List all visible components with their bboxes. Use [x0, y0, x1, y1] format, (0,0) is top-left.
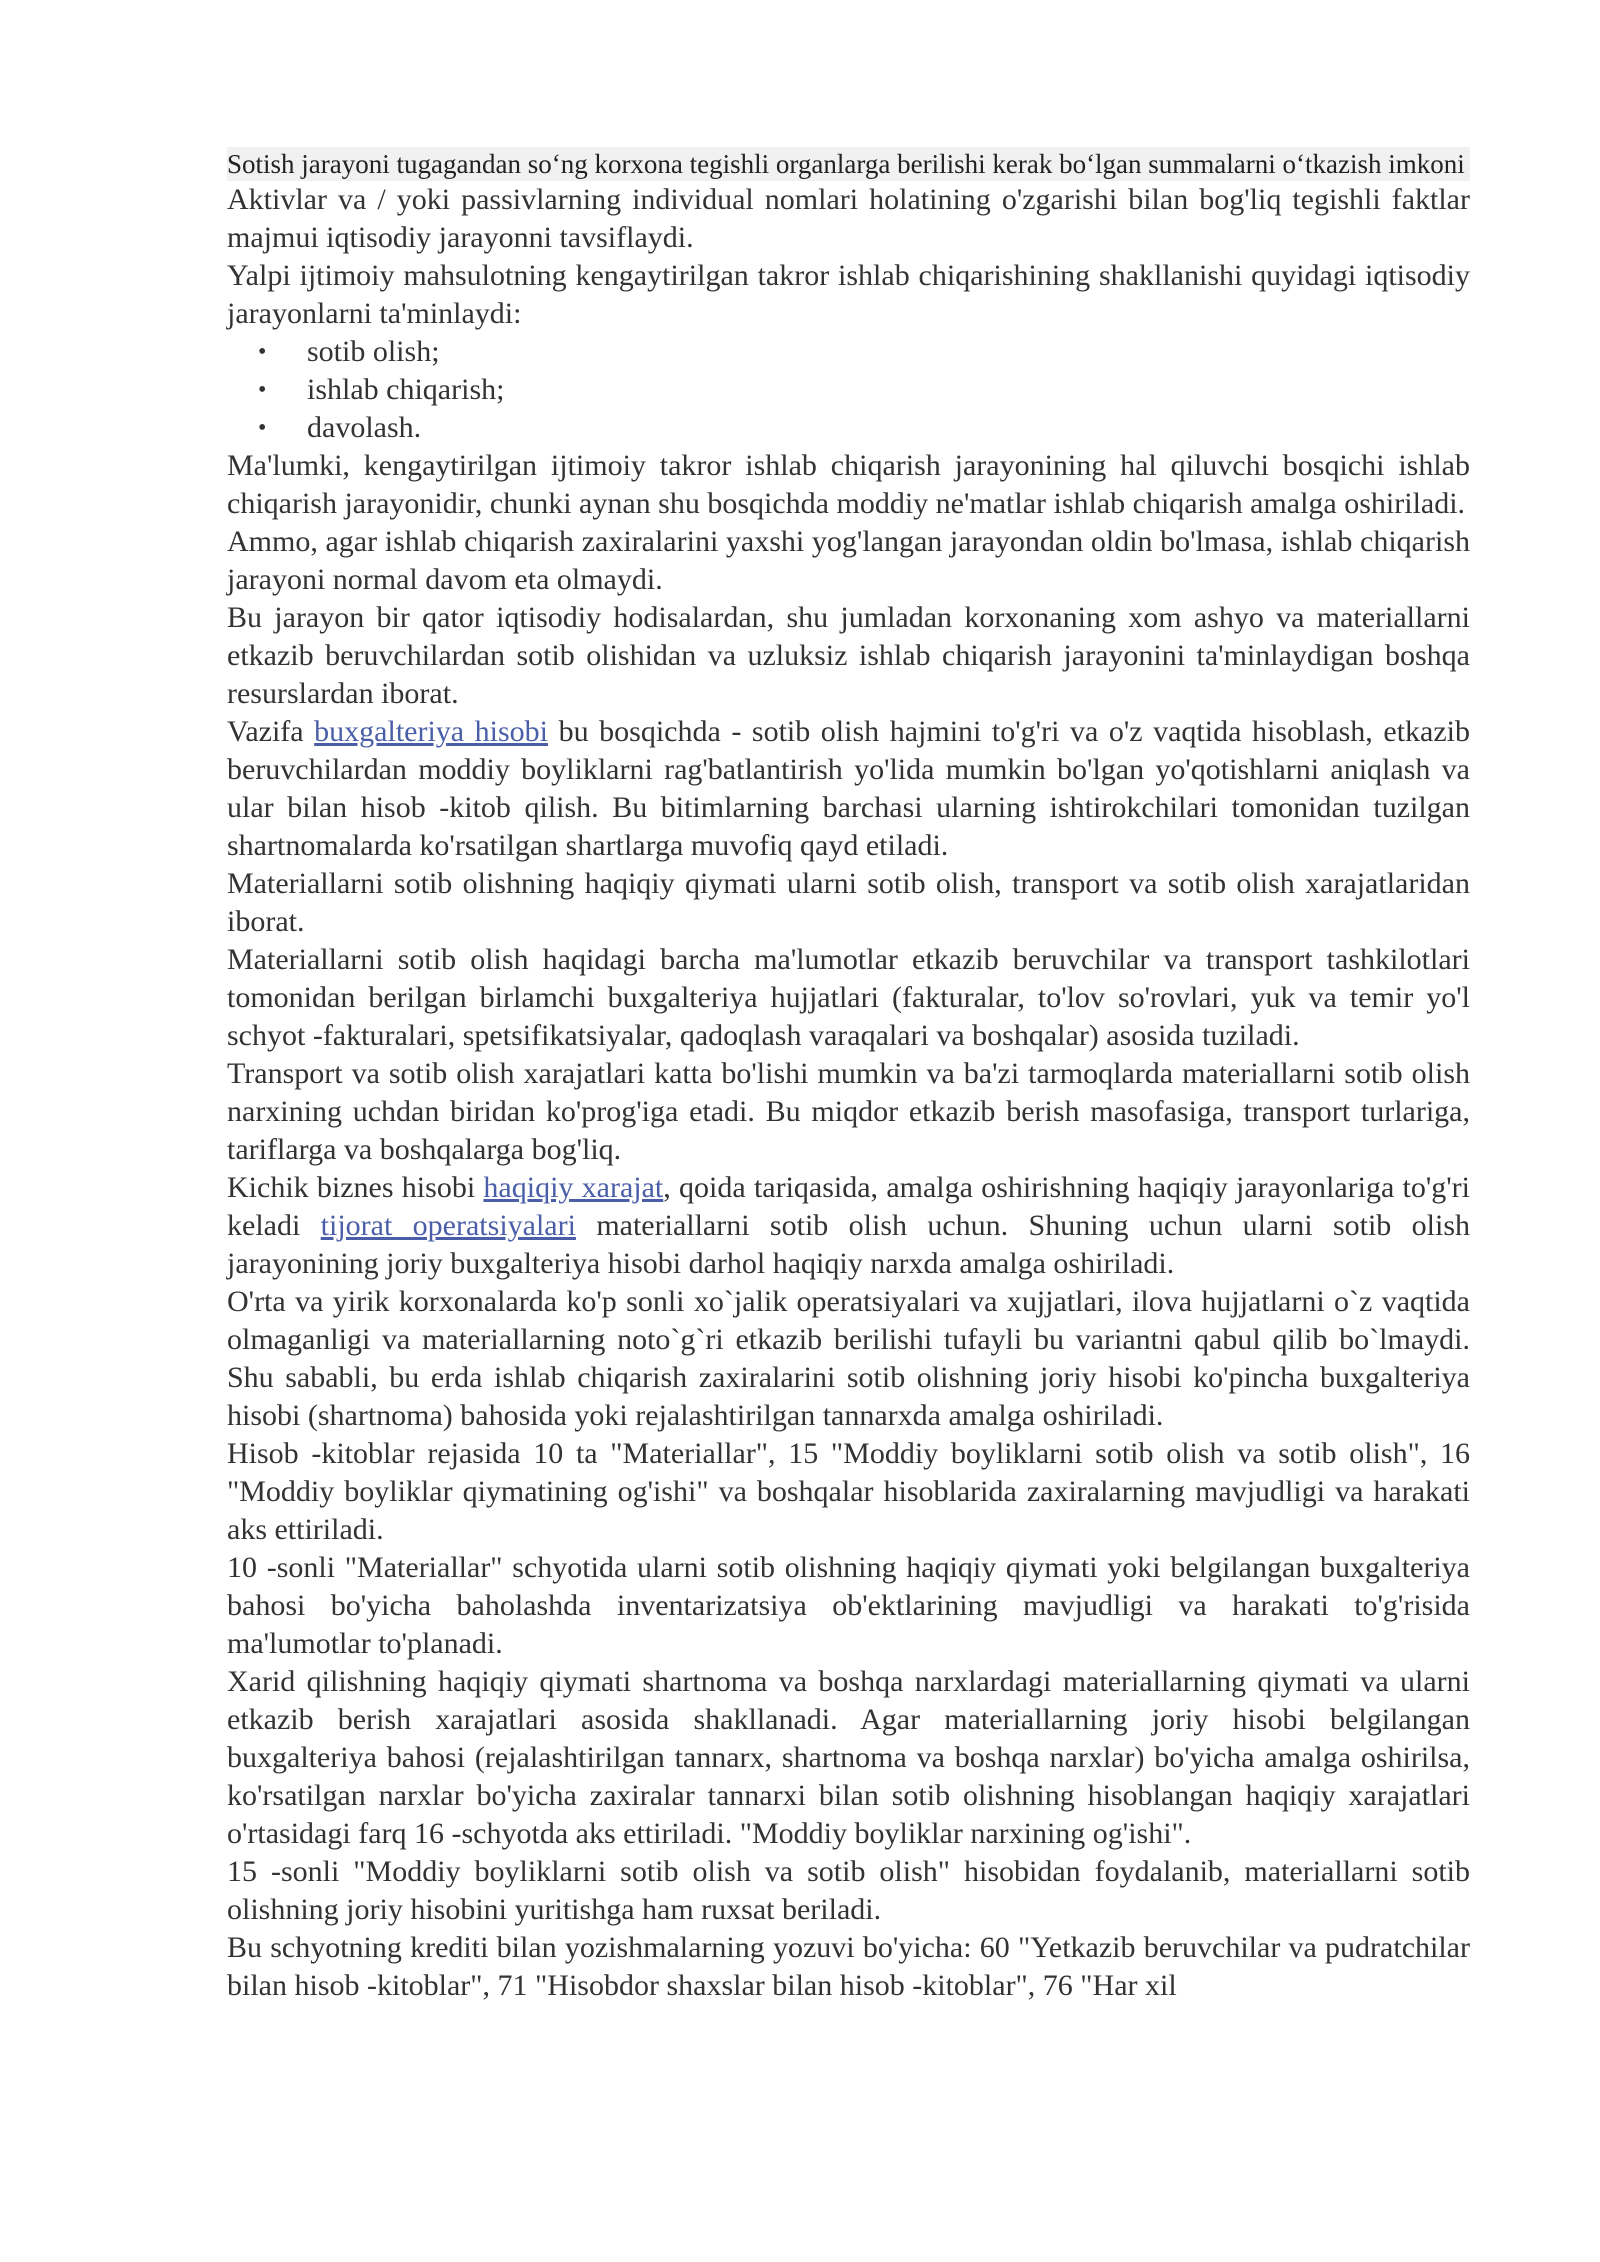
- link-haqiqiy-xarajat[interactable]: haqiqiy xarajat: [483, 1171, 664, 1204]
- paragraph-10: [227, 1169, 1470, 1283]
- paragraph-7: Materiallarni sotib olishning haqiqiy qiymati ularni sotib olish, transport va sotib olish xarajatlaridan iborat.: [227, 867, 1470, 938]
- bullet-item: [227, 371, 1470, 409]
- paragraph-6-end: bu bosqichda - sotib olish hajmini to'g'ri va o'z vaqtida hisoblash, etkazib beruvchilardan moddiy boyliklarni rag'batlantirish yo'lida mumkin bo'lgan yo'qotishlarni aniqlash va ular bilan hisob -kitob qilish. Bu bitimlarning barchasi ularning ishtirokchilari tomonidan tuzilgan shartnomalarda ko'rsatilgan shartlarga muvofiq qayd etiladi.: [227, 715, 1470, 862]
- paragraph-6: [227, 713, 1470, 865]
- paragraph-16: Bu schyotning krediti bilan yozishmalarning yozuvi bo'yicha: 60 "Yetkazib beruvchilar va pudratchilar bilan hisob -kitoblar", 71 "Hisobdor shaxslar bilan hisob -kitoblar", 76 "Har xil: [227, 1931, 1470, 2002]
- paragraph-1: Aktivlar va / yoki passivlarning individual nomlari holatining o'zgarishi bilan bog'liq tegishli faktlar majmui iqtisodiy jarayonni tavsiflaydi.: [227, 183, 1470, 254]
- document-page: [227, 147, 1470, 2005]
- bullet-icon: •: [258, 339, 267, 365]
- paragraph-12: Hisob -kitoblar rejasida 10 ta "Materiallar", 15 "Moddiy boyliklarni sotib olish va sotib olish", 16 "Moddiy boyliklar qiymatining og'ishi" va boshqalar hisoblarida zaxiralarning mavjudligi va harakati aks ettiriladi.: [227, 1437, 1470, 1546]
- bullet-list: [227, 333, 1470, 447]
- paragraph-6-start: Vazifa: [227, 715, 315, 748]
- paragraph-4: Ammo, agar ishlab chiqarish zaxiralarini yaxshi yog'langan jarayondan oldin bo'lmasa, ishlab chiqarish jarayoni normal davom eta olmaydi.: [227, 525, 1470, 596]
- paragraph-10-middle: , qoida tariqasida, amalga oshirishning haqiqiy jarayonlariga to'g'ri keladi: [227, 1171, 1471, 1242]
- paragraph-10-end: materiallarni sotib olish uchun. Shuning uchun ularni sotib olish jarayonining joriy buxgalteriya hisobi darhol haqiqiy narxda amalga oshiriladi.: [227, 1209, 1470, 1280]
- link-tijorat-operatsiyalari[interactable]: tijorat operatsiyalari: [320, 1209, 576, 1242]
- paragraph-2: Yalpi ijtimoiy mahsulotning kengaytirilgan takror ishlab chiqarishining shakllanishi quyidagi iqtisodiy jarayonlarni ta'minlaydi:: [227, 259, 1470, 330]
- paragraph-13: 10 -sonli "Materiallar" schyotida ularni sotib olishning haqiqiy qiymati yoki belgilangan buxgalteriya bahosi bo'yicha baholashda inventarizatsiya ob'ektlarining mavjudligi va harakati to'g'risida ma'lumotlar to'planadi.: [227, 1551, 1470, 1660]
- paragraph-5: Bu jarayon bir qator iqtisodiy hodisalardan, shu jumladan korxonaning xom ashyo va materiallarni etkazib beruvchilardan sotib olishidan va uzluksiz ishlab chiqarish jarayonini ta'minlaydigan boshqa resurslardan iborat.: [227, 601, 1470, 710]
- paragraph-15: 15 -sonli "Moddiy boyliklarni sotib olish va sotib olish" hisobidan foydalanib, materiallarni sotib olishning joriy hisobini yuritishga ham ruxsat beriladi.: [227, 1855, 1470, 1926]
- paragraph-8: Materiallarni sotib olish haqidagi barcha ma'lumotlar etkazib beruvchilar va transport tashkilotlari tomonidan berilgan birlamchi buxgalteriya hujjatlari (fakturalar, to'lov so'rovlari, yuk va temir yo'l schyot -fakturalari, spetsifikatsiyalar, qadoqlash varaqalari va boshqalar) asosida tuziladi.: [227, 943, 1470, 1052]
- paragraph-10-start: Kichik biznes hisobi: [227, 1171, 484, 1204]
- bullet-item: [227, 333, 1470, 371]
- link-buxgalteriya-hisobi[interactable]: buxgalteriya hisobi: [314, 715, 549, 748]
- paragraph-3: Ma'lumki, kengaytirilgan ijtimoiy takror ishlab chiqarish jarayonining hal qiluvchi bosqichi ishlab chiqarish jarayonidir, chunki aynan shu bosqichda moddiy ne'matlar ishlab chiqarish amalga oshiriladi.: [227, 449, 1470, 520]
- bullet-text: ishlab chiqarish;: [307, 373, 505, 406]
- document-heading: Sotish jarayoni tugagandan so‘ng korxona tegishli organlarga berilishi kerak bo‘lgan summalarni o‘tkazish imkoni: [227, 147, 1470, 181]
- bullet-text: sotib olish;: [307, 335, 440, 368]
- bullet-item: [227, 409, 1470, 447]
- paragraph-9: Transport va sotib olish xarajatlari katta bo'lishi mumkin va ba'zi tarmoqlarda materiallarni sotib olish narxining uchdan biridan ko'prog'iga etadi. Bu miqdor etkazib berish masofasiga, transport turlariga, tariflarga va boshqalarga bog'liq.: [227, 1057, 1470, 1166]
- paragraph-14: Xarid qilishning haqiqiy qiymati shartnoma va boshqa narxlardagi materiallarning qiymati va ularni etkazib berish xarajatlari asosida shakllanadi. Agar materiallarning joriy hisobi belgilangan buxgalteriya bahosi (rejalashtirilgan tannarx, shartnoma va boshqa narxlar) bo'yicha amalga oshirilsa, ko'rsatilgan narxlar bo'yicha zaxiralar tannarxi bilan sotib olishning hisoblangan haqiqiy xarajatlari o'rtasidagi farq 16 -schyotda aks ettiriladi. "Moddiy boyliklar narxining og'ishi".: [227, 1665, 1470, 1850]
- bullet-text: davolash.: [307, 411, 422, 444]
- bullet-icon: •: [258, 415, 267, 441]
- paragraph-11: O'rta va yirik korxonalarda ko'p sonli xo`jalik operatsiyalari va xujjatlari, ilova hujjatlarni o`z vaqtida olmaganligi va materiallarning noto`g`ri etkazib berilishi tufayli bu variantni qabul qilib bo`lmaydi. Shu sababli, bu erda ishlab chiqarish zaxiralarini sotib olishning joriy hisobi ko'pincha buxgalteriya hisobi (shartnoma) bahosida yoki rejalashtirilgan tannarxda amalga oshiriladi.: [227, 1285, 1470, 1432]
- bullet-icon: •: [258, 377, 267, 403]
